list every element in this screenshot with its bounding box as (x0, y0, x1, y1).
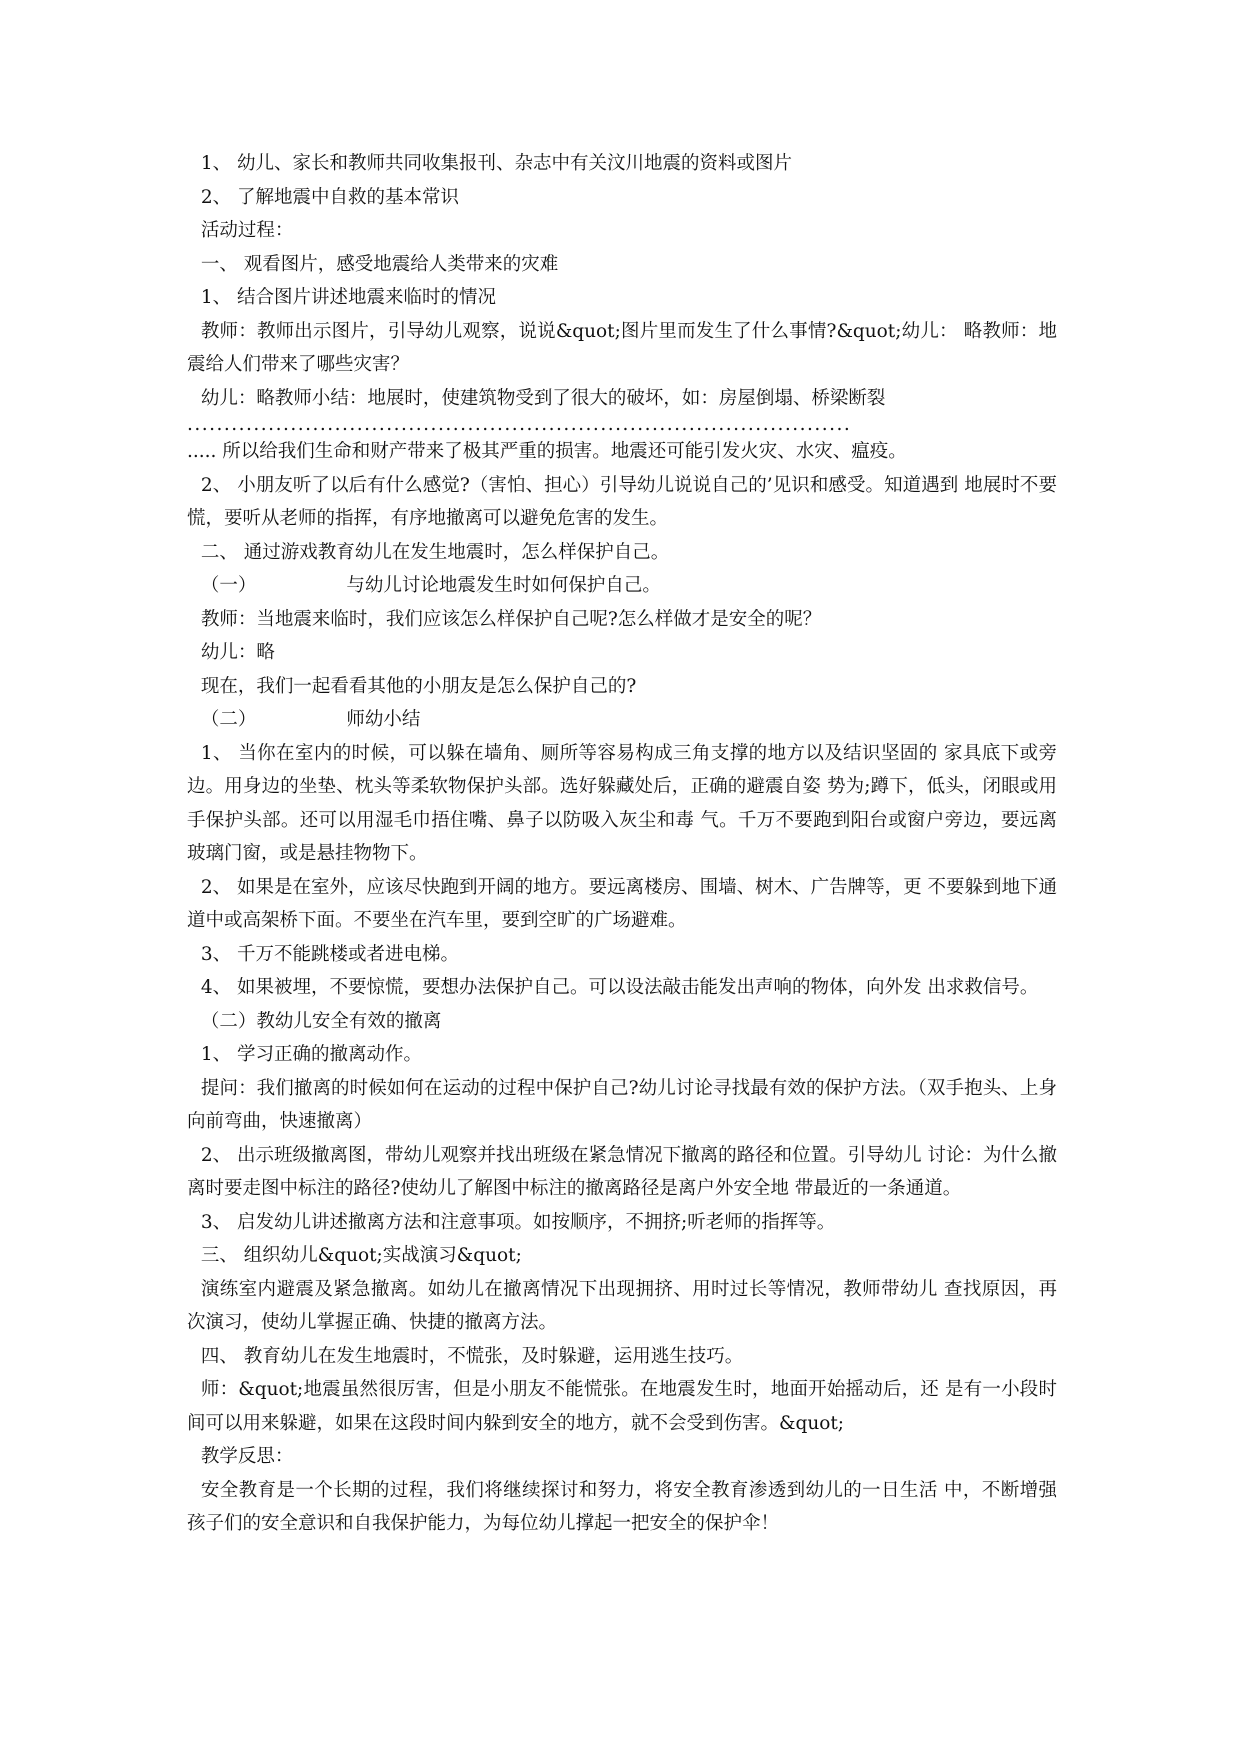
paragraph-look-together: 现在，我们一起看看其他的小朋友是怎么保护自己的? (200, 675, 637, 697)
paragraph-drill: 演练室内避震及紧急撤离。如幼儿在撤离情况下出现拥挤、用时过长等情况，教师带幼儿 查找原因，再次演习，使幼儿掌握正确、快捷的撤离方法。 (187, 1278, 1057, 1333)
document-body (187, 147, 1057, 1541)
paragraph-child-answer: 幼儿：略 (200, 642, 275, 663)
heading-section-2: 二、 通过游戏教育幼儿在发生地震时，怎么样保护自己。 (200, 541, 670, 563)
paragraph-reflection: 安全教育是一个长期的过程，我们将继续探讨和努力，将安全教育渗透到幼儿的一日生活 中，不断增强孩子们的安全意识和自我保护能力，为每位幼儿撑起一把安全的保护伞！ (187, 1479, 1057, 1534)
paragraph-prep-2: 2、 了解地震中自救的基本常识 (200, 186, 460, 208)
paragraph-question-protect: 提问：我们撤离的时候如何在运动的过程中保护自己?幼儿讨论寻找最有效的保护方法。（双手抱头、上身向前弯曲，快速撤离） (187, 1077, 1057, 1132)
heading-activity-process: 活动过程： (200, 220, 294, 241)
subheading-discussion (187, 569, 1057, 603)
paragraph-damage-summary: ..... 所以给我们生命和财产带来了极其严重的损害。地震还可能引发火灾、水灾、瘟疫。 (187, 441, 907, 462)
paragraph-teacher-summary: 幼儿：略教师小结：地展时，使建筑物受到了很大的破坏，如：房屋倒塌、桥梁断裂 (200, 387, 886, 409)
subheading-discussion-text: 与幼儿讨论地震发生时如何保护自己。 (346, 575, 661, 596)
subheading-summary-number: （二） (200, 709, 257, 730)
subheading-summary (187, 703, 1057, 737)
dotted-leader-line: .......................................................................................... (187, 415, 852, 435)
heading-section-4: 四、 教育幼儿在发生地震时，不慌张，及时躲避，运用逃生技巧。 (200, 1345, 744, 1367)
subheading-evacuation: （二）教幼儿安全有效的撤离 (200, 1010, 442, 1032)
paragraph-indoor-safety: 1、 当你在室内的时候，可以躲在墙角、厕所等容易构成三角支撑的地方以及结识坚固的 家具底下或旁边。用身边的坐垫、枕头等柔软物保护头部。选好躲藏处后，正确的避震自姿 势为;蹲下，低头，闭眼或用手保护头部。还可以用湿毛巾捂住嘴、鼻子以防吸入灰尘和毒 气。千万不要跑到阳台或窗户旁边，要远离玻璃门窗，或是悬挂物物下。 (187, 742, 1057, 864)
subheading-summary-text: 师幼小结 (346, 709, 421, 730)
paragraph-teacher-advice: 师：&quot;地震虽然很厉害，但是小朋友不能慌张。在地震发生时，地面开始摇动后，还 是有一小段时间可以用来躲避，如果在这段时间内躲到安全的地方，就不会受到伤害。&quot; (187, 1379, 1057, 1434)
heading-section-3: 三、 组织幼儿&quot;实战演习&quot; (200, 1245, 522, 1266)
paragraph-prep-1: 1、 幼儿、家长和教师共同收集报刊、杂志中有关汶川地震的资料或图片 (200, 153, 793, 174)
paragraph-step-1-1: 1、 结合图片讲述地震来临时的情况 (200, 287, 497, 308)
paragraph-if-buried: 4、 如果被埋，不要惊慌，要想办法保护自己。可以设法敲击能发出声响的物体，向外发 出求救信号。 (200, 977, 1039, 998)
paragraph-evacuation-3: 3、 启发幼儿讲述撤离方法和注意事项。如按顺序，不拥挤;听老师的指挥等。 (200, 1211, 836, 1233)
paragraph-evacuation-1: 1、 学习正确的撤离动作。 (200, 1044, 423, 1065)
paragraph-no-jump: 3、 千万不能跳楼或者进电梯。 (200, 943, 460, 965)
paragraph-teacher-question: 教师：当地震来临时，我们应该怎么样保护自己呢?怎么样做才是安全的呢？ (200, 608, 822, 630)
paragraph-step-1-2: 2、 小朋友听了以后有什么感觉?（害怕、担心）引导幼儿说说自己的’见识和感受。知道遇到 地展时不要慌，要听从老师的指挥，有序地撤离可以避免危害的发生。 (187, 474, 1057, 529)
paragraph-outdoor-safety: 2、 如果是在室外，应该尽快跑到开阔的地方。要远离楼房、围墙、树木、广告牌等，更 不要躲到地下通道中或高架桥下面。不要坐在汽车里，要到空旷的广场避难。 (187, 876, 1057, 931)
paragraph-teacher-show-pictures: 教师：教师出示图片，引导幼儿观察，说说&quot;图片里而发生了什么事情?&quot;幼儿： 略教师：地震给人们带来了哪些灾害？ (187, 320, 1057, 375)
subheading-discussion-number: （一） (200, 575, 257, 596)
paragraph-evacuation-2: 2、 出示班级撤离图，带幼儿观察并找出班级在紧急情况下撤离的路径和位置。引导幼儿 讨论：为什么撤离时要走图中标注的路径?使幼儿了解图中标注的撤离路径是离户外安全地 带最近的一条通道。 (187, 1144, 1057, 1199)
heading-reflection: 教学反思： (200, 1446, 294, 1467)
heading-section-1: 一、 观看图片，感受地震给人类带来的灾难 (200, 253, 559, 275)
